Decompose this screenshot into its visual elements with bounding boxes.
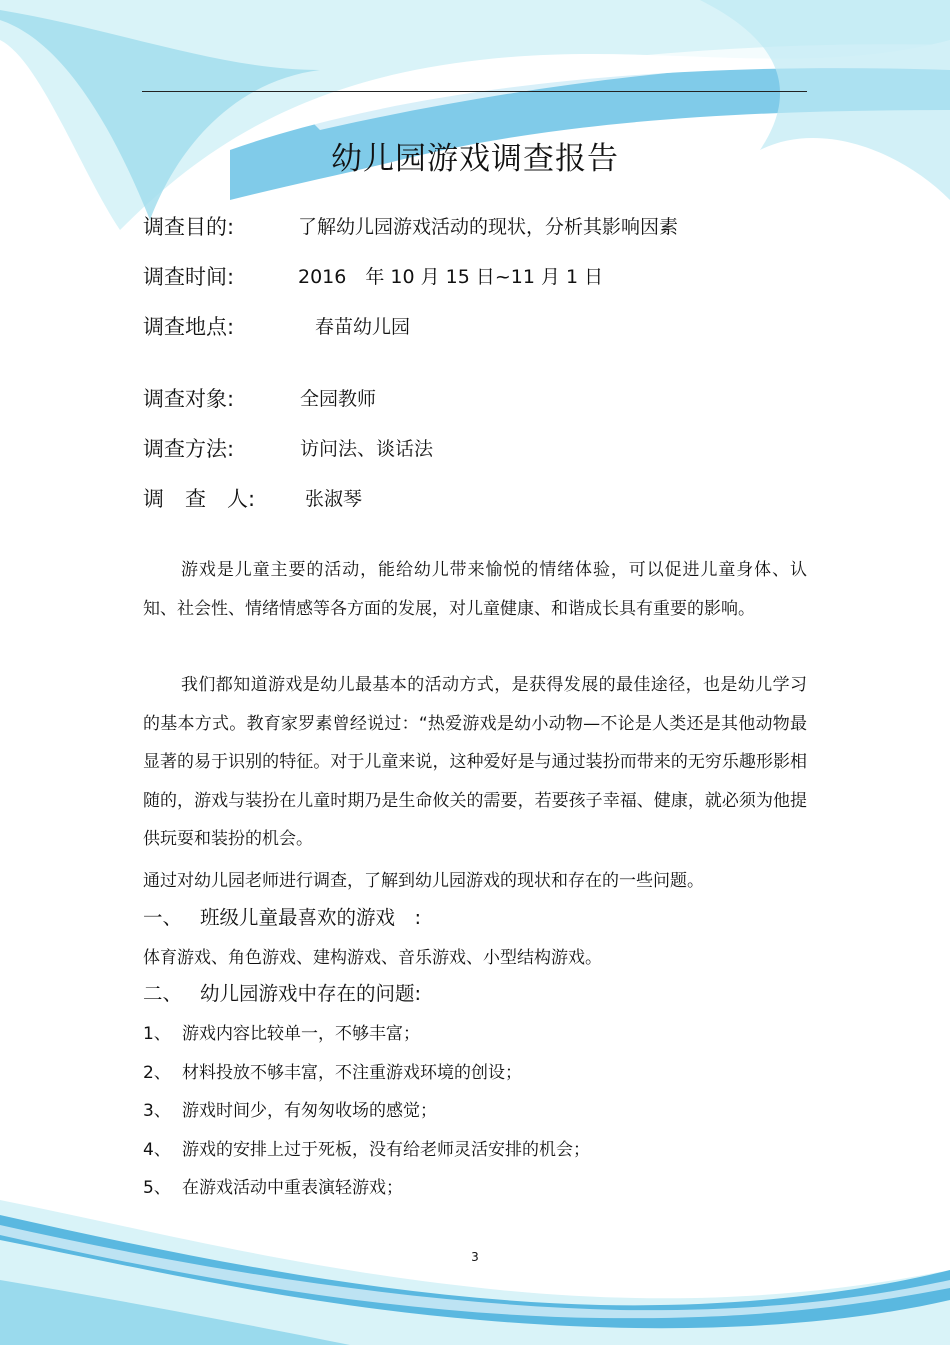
section-1-heading — [143, 902, 421, 930]
item-text: 在游戏活动中重表演轻游戏； — [182, 1178, 403, 1198]
section-number: 二、 — [143, 982, 183, 1005]
list-item — [143, 1096, 437, 1121]
list-item — [143, 1173, 403, 1198]
field-value: 了解幼儿园游戏活动的现状，分析其影响因素 — [298, 216, 679, 238]
page-title: 幼儿园游戏调查报告 — [331, 141, 619, 177]
item-text: 游戏的安排上过于死板，没有给老师灵活安排的机会； — [182, 1140, 590, 1160]
item-number: 2、 — [143, 1063, 171, 1083]
field-label: 调查对象: — [143, 387, 235, 411]
section-1-content: 体育游戏、角色游戏、建构游戏、音乐游戏、小型结构游戏。 — [143, 948, 602, 968]
item-text: 材料投放不够丰富，不注重游戏环境的创设； — [182, 1063, 522, 1083]
header-rule — [142, 91, 807, 92]
section-number: 一、 — [143, 906, 183, 929]
section-title: 幼儿园游戏中存在的问题: — [200, 982, 422, 1005]
field-label: 调查时间: — [143, 265, 235, 289]
item-text: 游戏内容比较单一，不够丰富； — [182, 1024, 420, 1044]
field-value: 春苗幼儿园 — [315, 316, 411, 338]
field-value: 2016 年 10 月 15 日~11 月 1 日 — [298, 266, 604, 288]
field-label: 调 查 人: — [143, 487, 256, 511]
field-label: 调查方法: — [143, 437, 235, 461]
field-value: 全园教师 — [300, 388, 377, 410]
field-value: 张淑琴 — [305, 488, 363, 510]
intro-line: 通过对幼儿园老师进行调查，了解到幼儿园游戏的现状和存在的一些问题。 — [143, 871, 704, 891]
field-label: 调查地点: — [143, 315, 235, 339]
list-item — [143, 1058, 522, 1083]
item-number: 3、 — [143, 1101, 171, 1121]
item-number: 5、 — [143, 1178, 171, 1198]
list-item — [143, 1019, 420, 1044]
field-label: 调查目的: — [143, 215, 235, 239]
list-item — [143, 1135, 590, 1160]
field-value: 访问法、谈话法 — [300, 438, 434, 460]
page-number: 3 — [471, 1250, 479, 1264]
item-number: 1、 — [143, 1024, 171, 1044]
paragraph-1: 游戏是儿童主要的活动，能给幼儿带来愉悦的情绪体验，可以促进儿童身体、认知、社会性、情绪情感等各方面的发展，对儿童健康、和谐成长具有重要的影响。 — [143, 560, 807, 619]
paragraph-2: 我们都知道游戏是幼儿最基本的活动方式，是获得发展的最佳途径，也是幼儿学习的基本方式。教育家罗素曾经说过：“热爱游戏是幼小动物—不论是人类还是其他动物最显著的易于识别的特征。对于儿童来说，这种爱好是与通过装扮而带来的无穷乐趣形影相随的，游戏与装扮在儿童时期乃是生命攸关的需要，若要孩子幸福、健康，就必须为他提供玩耍和装扮的机会。 — [143, 675, 807, 849]
item-number: 4、 — [143, 1140, 171, 1160]
section-2-heading — [143, 978, 421, 1006]
section-title: 班级儿童最喜欢的游戏 : — [200, 906, 422, 929]
item-text: 游戏时间少，有匆匆收场的感觉； — [182, 1101, 437, 1121]
